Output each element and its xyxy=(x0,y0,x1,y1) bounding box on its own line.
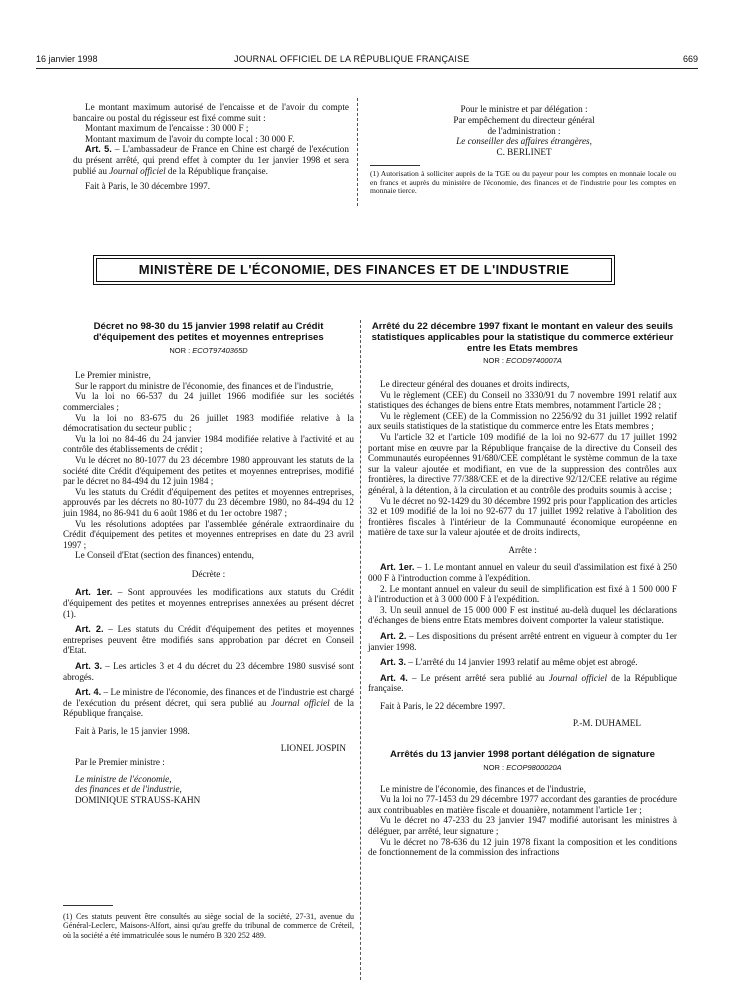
paragraph: Vu le décret no 47-233 du 23 janvier 1947 modifié autorisant les ministres à déléguer, par arrêté, leur signature ; xyxy=(368,815,677,836)
paragraph: Vu la loi no 83-675 du 26 juillet 1983 modifiée relative à la démocratisation du secteur public ; xyxy=(63,412,354,434)
paragraph: Montant maximum de l'avoir du compte local : 30 000 F. xyxy=(85,133,295,144)
article-1: Art. 1er. – 1. Le montant annuel en valeur du seuil d'assimilation est fixé à 250 000 F à l'introduction comme à l'expédition. xyxy=(368,562,677,584)
paragraph: Vu le décret no 80-1077 du 23 décembre 1980 approuvant les statuts de la société dite Crédit d'équipement des petites et moyennes entreprises, modifié par le décret no 84-494 du 12 juin 1984 ; xyxy=(63,454,354,487)
arrete-title: Arrêté du 22 décembre 1997 fixant le montant en valeur des seuils statistiques applicables pour la statistique du commerce extérieur entre les Etats membres xyxy=(371,321,674,354)
column-divider xyxy=(360,320,361,980)
paragraph: Vu le décret no 92-1429 du 30 décembre 1992 pris pour l'application des articles 32 et 109 modifié de la loi no 92-677 du 17 juillet 1992 relative à l'abolition des frontières fiscales à l'intérieur de la Communauté économique européenne en matière de taxe sur la valeur ajoutée et de droits indirects, xyxy=(368,495,677,538)
paragraph: Vu l'article 32 et l'article 109 modifié de la loi no 92-677 du 17 juillet 1992 portant mise en œuvre par la République française de la directive du Conseil des Communautés européennes 91/680/CEE complétant le système commun de la taxe sur la valeur ajoutée et modifiant, en vue de la suppression des contrôles aux frontières, la directive 77/388/CEE et de la directive 92/12/CEE relative au régime général, à la détention, à la circulation et au contrôle des produits soumis à accise ; xyxy=(368,431,677,495)
column-divider xyxy=(357,98,358,206)
nor-reference: NOR : ECOP9800020A xyxy=(483,763,562,772)
nor-reference: NOR : ECOD9740007A xyxy=(483,356,562,366)
paragraph: Vu la loi no 77-1453 du 29 décembre 1977 accordant des garanties de procédure aux contribuables en matière fiscale et douanière, notamment l'article 1er ; xyxy=(368,794,677,815)
paragraph: Le Premier ministre, xyxy=(75,370,151,381)
signature-intro: Par le Premier ministre : xyxy=(75,757,165,768)
article-5: Art. 5. – L'ambassadeur de France en Chine est chargé de l'exécution du présent arrêté, qui prend effet à compter du 1er janvier 1998 et sera publié au Journal officiel de la République française. xyxy=(73,144,349,176)
article-1: Art. 1er. – Sont approuvées les modifications aux statuts du Crédit d'équipement des petites et moyennes entreprises annexées au présent décret (1). xyxy=(63,587,355,619)
left-footnote: (1) Ces statuts peuvent être consultés au siège social de la société, 27-31, avenue du Général-Leclerc, Maisons-Alfort, ainsi qu'au greffe du tribunal de commerce de Créteil, où la société a été immatriculée sous le numéro B 320 252 489. xyxy=(63,912,354,940)
decrete-heading: Décrète : xyxy=(191,568,226,579)
article-2: Art. 2. – Les statuts du Crédit d'équipement des petites et moyennes entreprises peuvent être modifiés sans approbation par décret en Conseil d'Etat. xyxy=(63,624,354,656)
paragraph: Montant maximum de l'encaisse : 30 000 F ; xyxy=(85,123,249,134)
signer-name: LIONEL JOSPIN xyxy=(280,742,346,753)
paragraph: Vu la loi no 84-46 du 24 janvier 1984 modifiée relative à l'activité et au contrôle des établissements de crédit ; xyxy=(63,433,354,455)
article-3: Art. 3. – Les articles 3 et 4 du décret du 23 décembre 1980 susvisé sont abrogés. xyxy=(63,661,354,682)
paragraph: Le directeur général des douanes et droits indirects, xyxy=(380,378,570,389)
paragraph: Sur le rapport du ministre de l'économie, des finances et de l'industrie, xyxy=(75,380,334,391)
paragraph: Vu le décret no 78-636 du 12 juin 1978 fixant la composition et les conditions de fonctionnement de la commission des infractions xyxy=(368,836,677,858)
paragraph: Le ministre de l'économie, des finances et de l'industrie, xyxy=(380,783,586,794)
paragraph: Vu le règlement (CEE) de la Commission no 2256/92 du 31 juillet 1992 relatif aux seuils statistiques de la statistique du commerce entre les Etats membres ; xyxy=(368,410,677,432)
page-header xyxy=(36,54,698,68)
article-2: Art. 2. – Les dispositions du présent arrêté entrent en vigueur à compter du 1er janvier 1998. xyxy=(368,631,677,652)
signer-name: P.-M. DUHAMEL xyxy=(572,717,641,728)
done-at: Fait à Paris, le 15 janvier 1998. xyxy=(75,726,190,736)
done-at: Fait à Paris, le 30 décembre 1997. xyxy=(85,181,211,192)
paragraph: Le Conseil d'Etat (section des finances) entendu, xyxy=(75,550,254,561)
decree-title: Décret no 98-30 du 15 janvier 1998 relatif au Crédit d'équipement des petites et moyennes entreprises xyxy=(93,321,324,343)
header-journal-title: JOURNAL OFFICIEL DE LA RÉPUBLIQUE FRANÇAISE xyxy=(234,54,470,64)
footnote-rule xyxy=(370,165,420,166)
top-right-footnote: (1) Autorisation à solliciter auprès de la TGE ou du payeur pour les comptes en monnaie locale ou en francs et auprès du ministère de l'économie, des finances et de l'industrie pour les comptes en monnaie tierce. xyxy=(370,169,676,196)
paragraph: 2. Le montant annuel en valeur du seuil de simplification est fixé à 1 500 000 F à l'introduction et à 3 000 000 F à l'expédition. xyxy=(368,583,677,605)
header-date: 16 janvier 1998 xyxy=(36,54,98,64)
left-column xyxy=(63,322,354,806)
paragraph: Vu le règlement (CEE) du Conseil no 3330/91 du 7 novembre 1991 relatif aux statistiques des échanges de biens entre Etats membres, notamment l'article 28 ; xyxy=(368,389,677,411)
signer-name: C. BERLINET xyxy=(496,147,552,158)
header-rule xyxy=(36,68,698,69)
paragraph: Le montant maximum autorisé de l'encaisse et de l'avoir du compte bancaire ou postal du régisseur est fixé comme suit : xyxy=(73,102,349,123)
paragraph: Vu les statuts du Crédit d'équipement des petites et moyennes entreprises, approuvés par les décrets no 80-1077 du 23 décembre 1980, no 84-494 du 12 juin 1984, no 86-941 du 6 août 1986 et du 1er octobre 1987 ; xyxy=(63,486,354,518)
ministry-banner: MINISTÈRE DE L'ÉCONOMIE, DES FINANCES ET DE L'INDUSTRIE xyxy=(96,258,612,282)
minister-name: DOMINIQUE STRAUSS-KAHN xyxy=(75,794,201,805)
footnote-rule xyxy=(63,905,113,906)
paragraph: 3. Un seuil annuel de 15 000 000 F est institué au-delà duquel les déclarations d'échanges de biens entre Etats membres doivent comporter la valeur statistique. xyxy=(368,604,677,626)
top-right-signature: Pour le ministre et par délégation : Par empêchement du directeur général de l'administration : Le conseiller des affaires étrangères, C. BERLINET xyxy=(370,104,678,158)
minister-title: Le ministre de l'économie, xyxy=(75,773,172,784)
paragraph: Vu la loi no 66-537 du 24 juillet 1966 modifiée sur les sociétés commerciales ; xyxy=(63,391,354,412)
done-at: Fait à Paris, le 22 décembre 1997. xyxy=(380,701,506,712)
arretes-title: Arrêtés du 13 janvier 1998 portant délégation de signature xyxy=(390,749,655,761)
paragraph: Vu les résolutions adoptées par l'assemblée générale extraordinaire du Crédit d'équipement des petites et moyennes entreprises en date du 23 avril 1997 ; xyxy=(63,518,354,550)
minister-title: des finances et de l'industrie, xyxy=(75,784,182,795)
nor-reference: NOR : ECOT9740365D xyxy=(169,345,248,355)
top-left-continuation xyxy=(73,102,349,192)
article-4: Art. 4. – Le ministre de l'économie, des finances et de l'industrie est chargé de l'exécution du présent décret, qui sera publié au Journal officiel de la République française. xyxy=(63,687,354,719)
header-page-number: 669 xyxy=(682,54,698,64)
article-4: Art. 4. – Le présent arrêté sera publié au Journal officiel de la République française. xyxy=(368,672,677,694)
right-column xyxy=(368,322,677,858)
arrete-heading: Arrête : xyxy=(508,544,537,555)
article-3: Art. 3. – L'arrêté du 14 janvier 1993 relatif au même objet est abrogé. xyxy=(380,657,638,668)
